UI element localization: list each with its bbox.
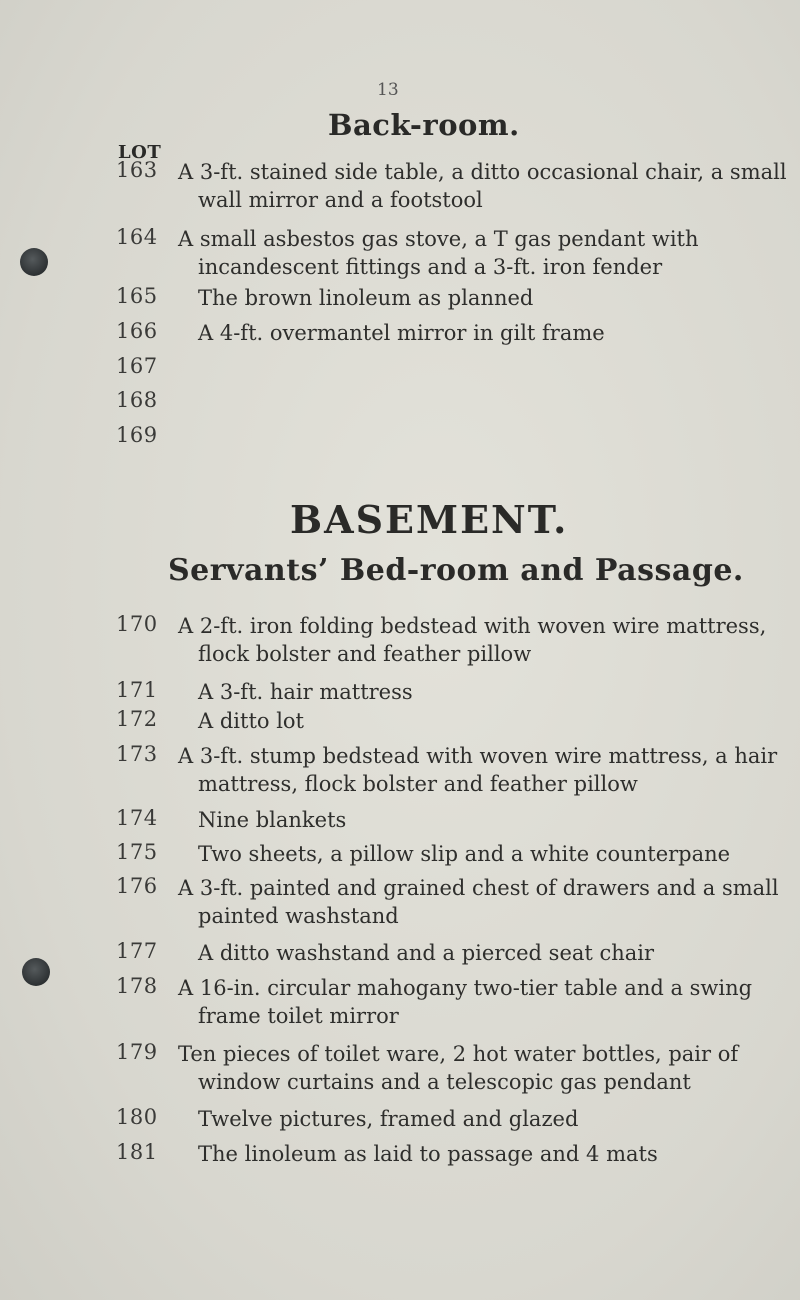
lot-number: 168 [116,388,158,412]
lot-number: 164 [116,225,158,249]
lot-number: 177 [116,939,158,963]
lot-number: 181 [116,1140,158,1164]
back-room-heading: Back-room. [328,108,520,142]
lot-description: A 3-ft. hair mattress [198,680,413,704]
lot-description: A 3-ft. painted and grained chest of drawers and a small painted washstand [178,876,779,928]
lot-description: Twelve pictures, framed and glazed [198,1107,579,1131]
lot-description: A ditto washstand and a pierced seat chair [198,941,655,965]
lot-number: 172 [116,707,158,731]
lot-description: The brown linoleum as planned [198,286,534,310]
lot-description: A 4-ft. overmantel mirror in gilt frame [198,321,605,345]
lot-number: 174 [116,806,158,830]
basement-heading: BASEMENT. [290,497,569,542]
lot-number: 176 [116,874,158,898]
lot-number: 166 [116,319,158,343]
lot-description: A ditto lot [198,709,304,733]
lot-number: 171 [116,678,158,702]
lot-number: 169 [116,423,158,447]
lot-number: 170 [116,612,158,636]
binding-hole-top [20,248,48,276]
lot-description: The linoleum as laid to passage and 4 mats [198,1142,658,1166]
lot-number: 180 [116,1105,158,1129]
lot-number: 165 [116,284,158,308]
lot-number: 175 [116,840,158,864]
lot-description: A 2-ft. iron folding bedstead with woven wire mattress, flock bolster and feather pillow [178,614,767,666]
lot-description: Ten pieces of toilet ware, 2 hot water bottles, pair of window curtains and a telescopic gas pendant [178,1042,739,1094]
page-number: 13 [377,80,399,100]
lot-description: A 3-ft. stump bedstead with woven wire mattress, a hair mattress, flock bolster and feather pillow [178,744,778,796]
lot-description: A small asbestos gas stove, a T gas pendant with incandescent fittings and a 3-ft. iron fender [178,227,699,279]
lot-description: A 16-in. circular mahogany two-tier table and a swing frame toilet mirror [178,976,753,1028]
lot-column-label: LOT [118,142,162,163]
lot-number: 163 [116,158,158,182]
lot-description: Nine blankets [198,808,347,832]
lot-description: A 3-ft. stained side table, a ditto occasional chair, a small wall mirror and a footstool [178,160,787,212]
lot-number: 167 [116,354,158,378]
lot-number: 179 [116,1040,158,1064]
servants-room-heading: Servants’ Bed-room and Passage. [168,553,744,588]
lot-number: 178 [116,974,158,998]
lot-description: Two sheets, a pillow slip and a white counterpane [198,842,731,866]
binding-hole-bottom [22,958,50,986]
lot-number: 173 [116,742,158,766]
